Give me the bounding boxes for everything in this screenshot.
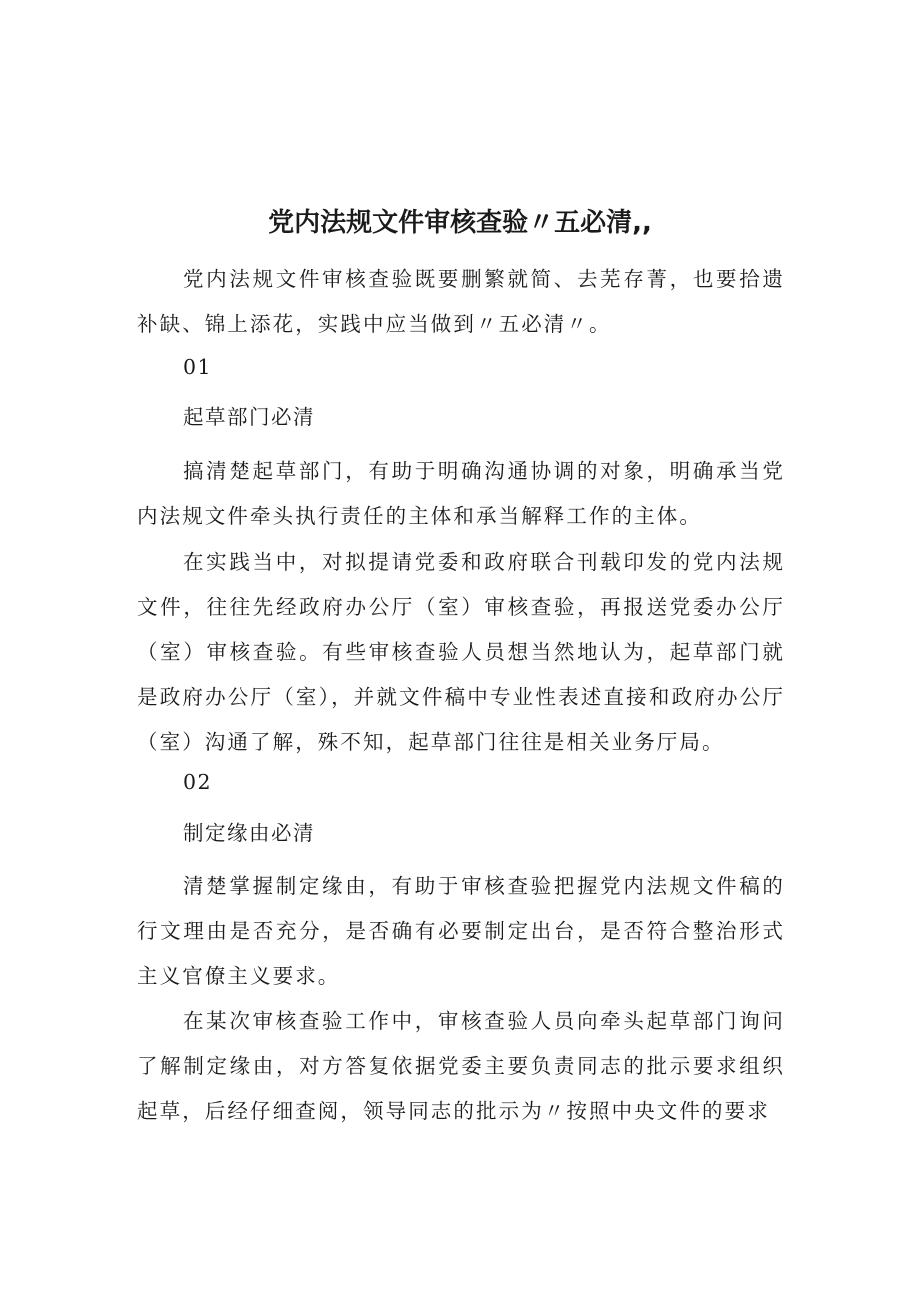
section-number: 02 bbox=[183, 770, 213, 794]
body-paragraph: 在实践当中，对拟提请党委和政府联合刊载印发的党内法规文件，往往先经政府办公厅（室）审核查验，再报送党委办公厅（室）审核查验。有些审核查验人员想当然地认为，起草部门就是政府办公厅（室），并就文件稿中专业性表述直接和政府办公厅（室）沟通了解，殊不知，起草部门往往是相关业务厅局。 bbox=[137, 550, 785, 754]
body-paragraph: 清楚掌握制定缘由，有助于审核查验把握党内法规文件稿的行文理由是否充分，是否确有必要制定出台，是否符合整治形式主义官僚主义要求。 bbox=[137, 874, 785, 988]
body-paragraph: 搞清楚起草部门，有助于明确沟通协调的对象，明确承当党内法规文件牵头执行责任的主体和承当解释工作的主体。 bbox=[137, 459, 785, 528]
section-heading: 起草部门必清 bbox=[183, 405, 315, 429]
body-paragraph: 在某次审核查验工作中，审核查验人员向牵头起草部门询问了解制定缘由，对方答复依据党委主要负责同志的批示要求组织起草，后经仔细查阅，领导同志的批示为〃按照中央文件的要求 bbox=[137, 1009, 785, 1123]
intro-paragraph: 党内法规文件审核查验既要删繁就简、去芜存菁，也要拾遗补缺、锦上添花，实践中应当做到〃五必清〃。 bbox=[137, 267, 785, 336]
section-heading: 制定缘由必清 bbox=[183, 821, 315, 845]
document-title: 党内法规文件审核查验〃五必清,, bbox=[268, 208, 652, 238]
section-number: 01 bbox=[183, 355, 213, 379]
